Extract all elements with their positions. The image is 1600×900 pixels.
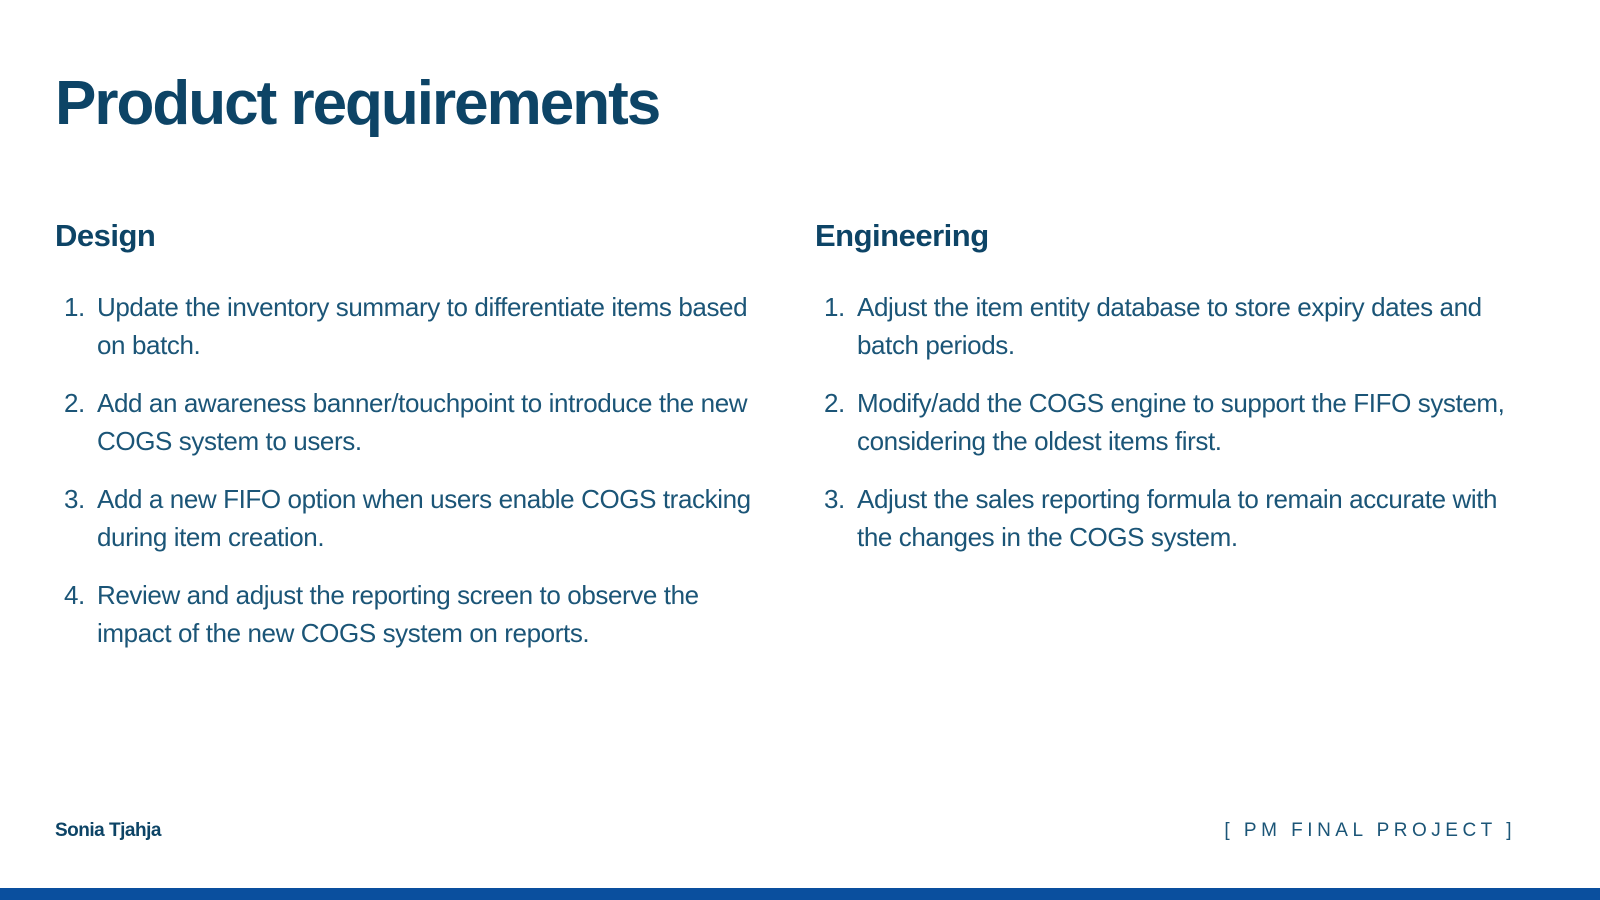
item-number: 2. bbox=[824, 388, 845, 418]
footer-author: Sonia Tjahja bbox=[55, 820, 161, 841]
engineering-requirement-item bbox=[815, 480, 1535, 556]
engineering-heading: Engineering bbox=[815, 218, 989, 253]
item-text: Update the inventory summary to differentiate items based on batch. bbox=[97, 292, 748, 360]
engineering-requirement-item bbox=[815, 384, 1535, 460]
item-number: 3. bbox=[64, 484, 85, 514]
item-text: Review and adjust the reporting screen to observe the impact of the new COGS system on reports. bbox=[97, 580, 699, 648]
design-requirement-item bbox=[55, 384, 775, 460]
design-requirement-item bbox=[55, 480, 775, 556]
item-text: Modify/add the COGS engine to support the FIFO system, considering the oldest items first. bbox=[857, 388, 1505, 456]
engineering-requirements-list bbox=[815, 288, 1535, 556]
item-number: 1. bbox=[824, 292, 845, 322]
item-text: Adjust the sales reporting formula to remain accurate with the changes in the COGS system. bbox=[857, 484, 1498, 552]
footer-accent-bar bbox=[0, 888, 1600, 900]
slide-title: Product requirements bbox=[55, 69, 660, 138]
design-requirement-item bbox=[55, 576, 775, 652]
engineering-section bbox=[815, 214, 1535, 576]
item-text: Add an awareness banner/touchpoint to introduce the new COGS system to users. bbox=[97, 388, 748, 456]
item-number: 1. bbox=[64, 292, 85, 322]
engineering-requirement-item bbox=[815, 288, 1535, 364]
design-requirement-item bbox=[55, 288, 775, 364]
item-number: 3. bbox=[824, 484, 845, 514]
footer-project-label: [ PM FINAL PROJECT ] bbox=[1224, 820, 1516, 841]
item-number: 2. bbox=[64, 388, 85, 418]
item-text: Adjust the item entity database to store expiry dates and batch periods. bbox=[857, 292, 1482, 360]
design-requirements-list bbox=[55, 288, 775, 652]
item-number: 4. bbox=[64, 580, 85, 610]
item-text: Add a new FIFO option when users enable COGS tracking during item creation. bbox=[97, 484, 751, 552]
design-section bbox=[55, 214, 775, 672]
design-heading: Design bbox=[55, 218, 156, 253]
